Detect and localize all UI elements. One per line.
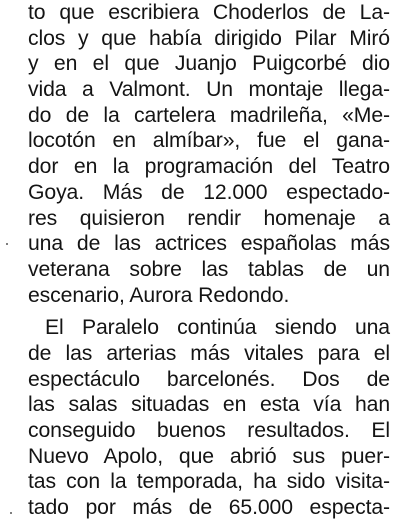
text-line: Nuevo Apolo, que abrió sus puer- <box>28 444 390 468</box>
text-line: clos y que había dirigido Pilar Miró <box>28 26 390 50</box>
text-line: to que escribiera Choderlos de La- <box>28 1 390 24</box>
paragraph-1 <box>28 0 390 308</box>
text-line: espectáculo barcelonés. Dos de <box>28 367 390 391</box>
text-line: Goya. Más de 12.000 espectado- <box>28 180 390 204</box>
text-line: res quisieron rendir homenaje a <box>28 206 390 230</box>
text-line: conseguido buenos resultados. El <box>28 419 390 442</box>
paragraph-2 <box>28 315 390 521</box>
paragraph-gap <box>28 308 390 315</box>
article-column <box>28 0 390 521</box>
text-line: tado por más de 65.000 especta- <box>28 496 390 520</box>
text-line: locotón en almíbar», fue el gana- <box>28 129 390 153</box>
text-line: dor en la programación del Teatro <box>28 155 390 179</box>
text-line: y en el que Juanjo Puigcorbé dio <box>28 52 390 76</box>
text-line: escenario, Aurora Redondo. <box>28 283 290 307</box>
text-line: tas con la temporada, ha sido visita- <box>28 470 390 494</box>
text-line: las salas situadas en esta vía han <box>28 393 390 417</box>
text-line: de las arterias más vitales para el <box>28 341 390 365</box>
text-line: una de las actrices españolas más <box>28 232 390 256</box>
scan-speck <box>10 512 12 514</box>
text-line: vida a Valmont. Un montaje llega- <box>28 78 390 102</box>
scan-speck <box>6 243 8 245</box>
text-line: veterana sobre las tablas de un <box>28 257 390 281</box>
text-line: El Paralelo continúa siendo una <box>45 316 390 340</box>
text-line: do de la cartelera madrileña, «Me- <box>28 103 390 127</box>
